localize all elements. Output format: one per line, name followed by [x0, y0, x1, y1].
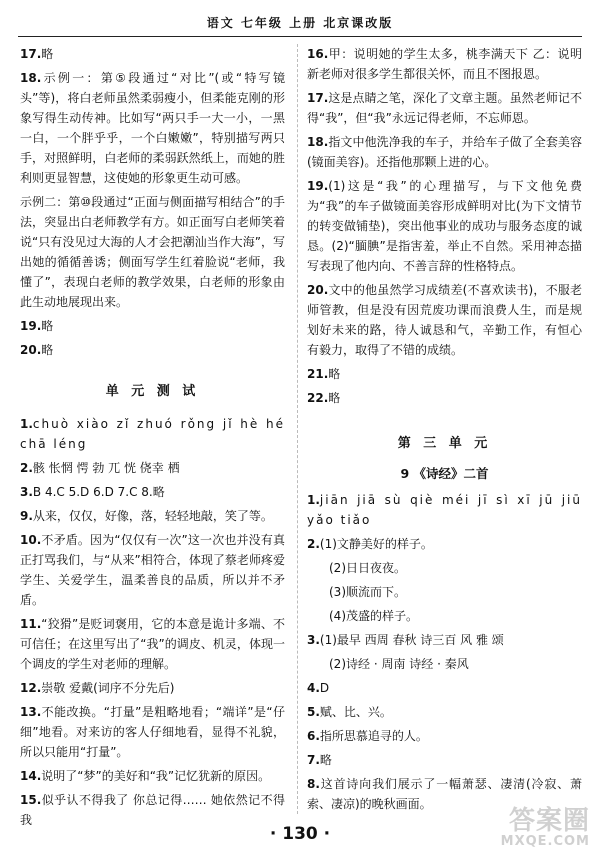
answer-text: jiān jiā sù qiè méi jī sì xī jū jiū yǎo tiǎo [307, 493, 582, 527]
answer-item [20, 340, 285, 360]
answer-number: 1. [307, 493, 320, 507]
unit-title: 第 三 单 元 [397, 436, 492, 451]
unit-test-answers [20, 414, 285, 830]
answer-text: 不矛盾。因为“仅仅有一次”这一次也并没有真正打骂我们，与“从来”相符合，体现了蔡老师疼爱学生、关爱学生，温柔善良的品质，所以并不矛盾。 [20, 533, 285, 607]
answer-text: 甲：说明她的学生太多，桃李满天下 乙：说明新老师对很多学生都很关怀，而且不图报恩。 [307, 47, 582, 81]
answer-number: 2. [307, 537, 320, 551]
answer-text: 文中的他虽然学习成绩差(不喜欢读书)，不服老师管教，但是没有因荒废功课而浪费人生，而是规划好未来的路，待人诚恳和气，辛勤工作，有恒心有毅力，取得了不错的成绩。 [307, 283, 582, 357]
answer-number: 21. [307, 367, 329, 381]
answer-text: (1)文静美好的样子。 [319, 537, 433, 551]
answer-text: 略 [41, 343, 54, 357]
column-divider [297, 44, 298, 814]
answer-number: 14. [20, 769, 42, 783]
answer-item [20, 766, 285, 786]
answer-number: 3. [307, 633, 320, 647]
answer-item [307, 630, 582, 650]
answer-item [307, 280, 582, 360]
answer-item [307, 654, 582, 674]
answer-text: (1)这是“我”的心理描写，与下文他免费为“我”的车子做镜面美容形成鲜明对比(为下文情节的转变做铺垫)，突出他事业的成功与服务态度的诚恳。(2)“腼腆”是指害羞，举止不自然。采用神态描写表现了他内向、不善言辞的性格特点。 [307, 179, 582, 273]
answer-text: 说明了“梦”的美好和“我”记忆犹新的原因。 [41, 769, 271, 783]
answer-item [307, 606, 582, 626]
answer-number: 18. [307, 135, 329, 149]
answer-item [20, 678, 285, 698]
answer-text: (2)诗经 · 周南 诗经 · 秦风 [329, 657, 469, 671]
answer-text: 指所思慕追寻的人。 [319, 729, 428, 743]
answer-item [20, 702, 285, 762]
answer-item [20, 316, 285, 336]
left-column [20, 44, 285, 827]
answer-text: (3)顺流而下。 [329, 585, 406, 599]
right-answers-continued [307, 44, 582, 408]
answer-number: 22. [307, 391, 329, 405]
answer-item [307, 490, 582, 530]
answer-item [307, 702, 582, 722]
answer-text: chuò xiào zǐ zhuó rǒng jǐ hè hé chā léng [20, 417, 285, 451]
answer-text: (4)茂盛的样子。 [329, 609, 418, 623]
answer-item [20, 506, 285, 526]
answer-item [307, 176, 582, 276]
answer-item [20, 192, 285, 312]
answer-number: 1. [20, 417, 33, 431]
right-column [307, 44, 582, 814]
answer-item [307, 750, 582, 770]
answer-number: 19. [307, 179, 329, 193]
answer-item [20, 482, 285, 502]
answer-number: 12. [20, 681, 42, 695]
answer-number: 11. [20, 617, 42, 631]
answer-number: 6. [307, 729, 320, 743]
answer-text: 略 [328, 367, 341, 381]
answer-item [307, 558, 582, 578]
answer-number: 19. [20, 319, 42, 333]
answer-text: “狡猾”是贬词褒用，它的本意是诡计多端、不可信任；在这里写出了“我”的调皮、机灵，体现一个调皮的学生对老师的理解。 [20, 617, 285, 671]
watermark-logo [480, 808, 590, 852]
answer-item [20, 44, 285, 64]
section-title-unit-test: 单 元 测 试 [105, 384, 200, 399]
answer-item [20, 614, 285, 674]
answer-number: 15. [20, 793, 42, 807]
watermark-text: 答案圈 [508, 806, 590, 836]
header-rule [18, 36, 582, 37]
answer-text: (1)最早 西周 春秋 诗三百 风 雅 颂 [319, 633, 504, 647]
answer-number: 7. [307, 753, 320, 767]
answer-text: 略 [41, 47, 54, 61]
answer-number: 10. [20, 533, 42, 547]
answer-item [307, 388, 582, 408]
lesson-title: 9 《诗经》二首 [400, 466, 489, 481]
answer-number: 4. [307, 681, 320, 695]
answer-text: 不能改换。“打量”是粗略地看；“端详”是“仔细”地看。对来访的客人仔细地看，显得不礼貌，所以只能用“打量”。 [20, 705, 285, 759]
answer-number: 9. [20, 509, 33, 523]
answer-number: 17. [20, 47, 42, 61]
answer-text: D [319, 681, 330, 695]
answer-number: 3. [20, 485, 33, 499]
page-header: 语文 七年级 上册 北京课改版 [206, 16, 394, 30]
answer-text: 崇敬 爱戴(词序不分先后) [41, 681, 175, 695]
answer-item [307, 132, 582, 172]
answer-text: 这首诗向我们展示了一幅萧瑟、凄清(冷寂、萧索、凄凉)的晚秋画面。 [307, 777, 582, 811]
answer-number: 18. [20, 71, 42, 85]
answer-text: 骸 怅惘 愕 勃 兀 恍 侥幸 栖 [32, 461, 180, 475]
page-number: · 130 · [269, 824, 331, 844]
answer-item [20, 458, 285, 478]
answer-item [307, 364, 582, 384]
answer-number: 13. [20, 705, 42, 719]
answer-item [307, 44, 582, 84]
answer-number: 2. [20, 461, 33, 475]
answer-item [20, 414, 285, 454]
answer-number: 20. [20, 343, 42, 357]
answer-number: 20. [307, 283, 329, 297]
answer-item [20, 68, 285, 188]
answer-item [307, 582, 582, 602]
answer-text: (2)日日夜夜。 [329, 561, 406, 575]
answer-text: B 4.C 5.D 6.D 7.C 8.略 [32, 485, 165, 499]
answer-text: 略 [41, 319, 54, 333]
answer-text: 示例一：第⑤段通过“对比”(或“特写镜头”等)，将白老师虽然柔弱瘦小，但柔能克刚的形象写得生动传神。比如写“两只手一大一小，一黑一白，一个胖乎乎，一个白嫩嫩”，特别描写两只手，对照鲜明，白老师的柔弱跃然纸上，而她的胜利则更显智慧，这使她的形象更生动可感。 [20, 71, 285, 185]
answer-item [307, 726, 582, 746]
answer-text: 略 [319, 753, 332, 767]
answer-item [307, 88, 582, 128]
answer-text: 指文中他洗净我的车子，并给车子做了全套美容(镜面美容)。还指他那颗上进的心。 [307, 135, 582, 169]
answer-item [307, 678, 582, 698]
answer-text: 示例二：第⑩段通过“正面与侧面描写相结合”的手法，突显出白老师教学有方。如正面写白老师笑着说“只有没见过大海的人才会把潮汕当作大海”，写出她的循循善诱；侧面写学生红着脸说“老师，我懂了”，表现白老师的教学效果，白老师的形象由此生动地展现出来。 [20, 195, 285, 309]
answer-number: 17. [307, 91, 329, 105]
answer-item [307, 534, 582, 554]
watermark-url: MXQE.COM [500, 834, 590, 849]
answer-item [20, 530, 285, 610]
answer-number: 5. [307, 705, 320, 719]
left-answers-continued [20, 44, 285, 360]
lesson-answers [307, 490, 582, 814]
answer-text: 这是点睛之笔，深化了文章主题。虽然老师记不得“我”，但“我”永远记得老师，不忘师恩。 [307, 91, 582, 125]
answer-text: 略 [328, 391, 341, 405]
answer-number: 16. [307, 47, 329, 61]
answer-text: 从来，仅仅，好像，落，轻轻地敲，笑了等。 [32, 509, 273, 523]
answer-text: 赋、比、兴。 [319, 705, 392, 719]
answer-number: 8. [307, 777, 320, 791]
answer-text: 似乎认不得我了 你总记得…… 她依然记不得我 [20, 793, 285, 827]
